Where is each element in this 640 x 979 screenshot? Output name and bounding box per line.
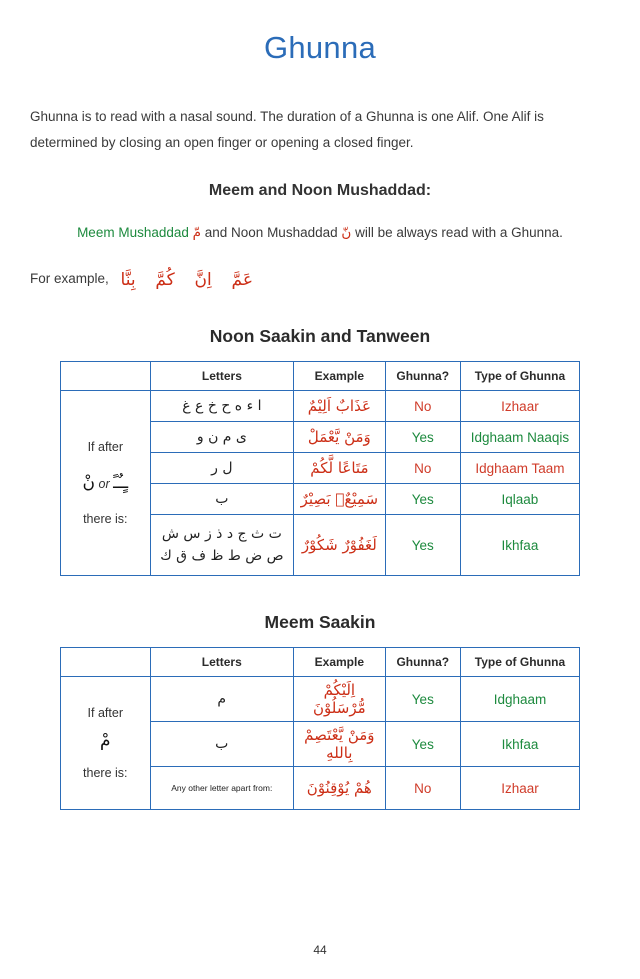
page-title: Ghunna: [263, 30, 377, 65]
header-condition: [61, 362, 151, 391]
noon-mushaddad-arabic: نّ: [341, 225, 352, 241]
example-word-1: عَمَّ: [231, 270, 253, 290]
example-word-2: اِنَّ: [194, 270, 212, 290]
row-type: Idghaam Naaqis: [460, 422, 579, 453]
meem-mushaddad-arabic: مّ: [192, 225, 201, 241]
condition-or: or: [98, 477, 110, 491]
row-example: وَمَنْ يَّعْتَصِمْ بِاللهِ: [293, 722, 385, 767]
row-example: مَتَاعًا لَّكُمْ: [294, 453, 385, 484]
mushaddad-rule: [30, 222, 610, 244]
row-ghunna: No: [385, 767, 460, 810]
example-word-3: كُمَّ: [155, 270, 175, 290]
meem-saakin-symbol: مْ: [100, 731, 111, 751]
condition-if-after: If after: [87, 440, 124, 454]
header-example: Example: [294, 362, 385, 391]
row-letters: ل ر: [150, 453, 294, 484]
row-type: Ikhfaa: [460, 722, 579, 767]
row-letters: ب: [150, 484, 294, 515]
header-condition: [61, 648, 151, 677]
row-type: Ikhfaa: [460, 515, 579, 576]
table-header-row: [61, 648, 580, 677]
table-row: [61, 391, 580, 422]
noon-condition-cell: [61, 391, 151, 576]
header-ghunna: Ghunna?: [385, 648, 460, 677]
condition-if-after: If after: [87, 706, 123, 720]
row-letters: ا ء ه ح خ ع غ: [150, 391, 294, 422]
intro-paragraph: Ghunna is to read with a nasal sound. The duration of a Ghunna is one Alif. One Alif is determined by closing an open finger or opening a closed finger.: [30, 109, 544, 150]
meem-mushaddad-label: Meem Mushaddad: [77, 225, 189, 240]
header-letters: Letters: [150, 648, 293, 677]
row-example: هُمْ يُوْقِنُوْنَ: [293, 767, 385, 810]
row-type: Iqlaab: [460, 484, 579, 515]
meem-condition-cell: [61, 677, 151, 810]
row-example: سَمِيْعٌۢ بَصِيْرٌ: [294, 484, 385, 515]
noon-saakin-title: Noon Saakin and Tanween: [209, 326, 431, 346]
row-ghunna: Yes: [385, 515, 460, 576]
row-example: لَغَفُوْرٌ شَكُوْرٌ: [294, 515, 385, 576]
row-example: عَذَابٌ اَلِيْمٌ: [294, 391, 385, 422]
page-number: 44: [313, 943, 327, 957]
header-type: Type of Ghunna: [460, 648, 579, 677]
row-type: Idghaam Taam: [460, 453, 579, 484]
row-ghunna: Yes: [385, 722, 460, 767]
tanween-symbol: ـٍـٌـً: [113, 473, 129, 493]
row-example: اِلَيْكُمْ مُّرْسَلُوْنَ: [293, 677, 385, 722]
document-page: [0, 18, 640, 979]
example-label: For example,: [30, 271, 109, 286]
table-header-row: [61, 362, 580, 391]
row-letters: ب: [150, 722, 293, 767]
mushaddad-heading: Meem and Noon Mushaddad:: [208, 182, 432, 199]
header-type: Type of Ghunna: [460, 362, 579, 391]
header-ghunna: Ghunna?: [385, 362, 460, 391]
row-type: Izhaar: [460, 767, 579, 810]
row-ghunna: No: [385, 391, 460, 422]
condition-symbols: [63, 473, 148, 493]
condition-there-is: there is:: [83, 512, 128, 526]
noon-saakin-symbol: نْ: [82, 473, 96, 493]
row-ghunna: No: [385, 453, 460, 484]
table-row: [61, 677, 580, 722]
row-ghunna: Yes: [385, 484, 460, 515]
row-example: وَمَنْ يَّعْمَلْ: [294, 422, 385, 453]
row-ghunna: Yes: [385, 677, 460, 722]
row-letters-note: Any other letter apart from:: [150, 767, 293, 810]
mushaddad-rule-tail: will be always read with a Ghunna.: [355, 225, 563, 240]
row-letters: ت ث ج د ذ ز س ش ص ض ط ظ ف ق ك: [150, 515, 294, 576]
noon-saakin-table: [60, 361, 580, 576]
row-ghunna: Yes: [385, 422, 460, 453]
row-letters: م: [150, 677, 293, 722]
header-example: Example: [293, 648, 385, 677]
row-type: Izhaar: [460, 391, 579, 422]
row-letters: ى م ن و: [150, 422, 294, 453]
header-letters: Letters: [150, 362, 294, 391]
condition-there-is: there is:: [83, 766, 128, 780]
example-word-4: بِنَّا: [120, 270, 136, 290]
meem-saakin-table: [60, 647, 580, 810]
mushaddad-examples: [30, 270, 610, 290]
meem-saakin-title: Meem Saakin: [264, 612, 376, 632]
row-type: Idghaam: [460, 677, 579, 722]
conjunction-and: and Noon Mushaddad: [204, 225, 338, 240]
